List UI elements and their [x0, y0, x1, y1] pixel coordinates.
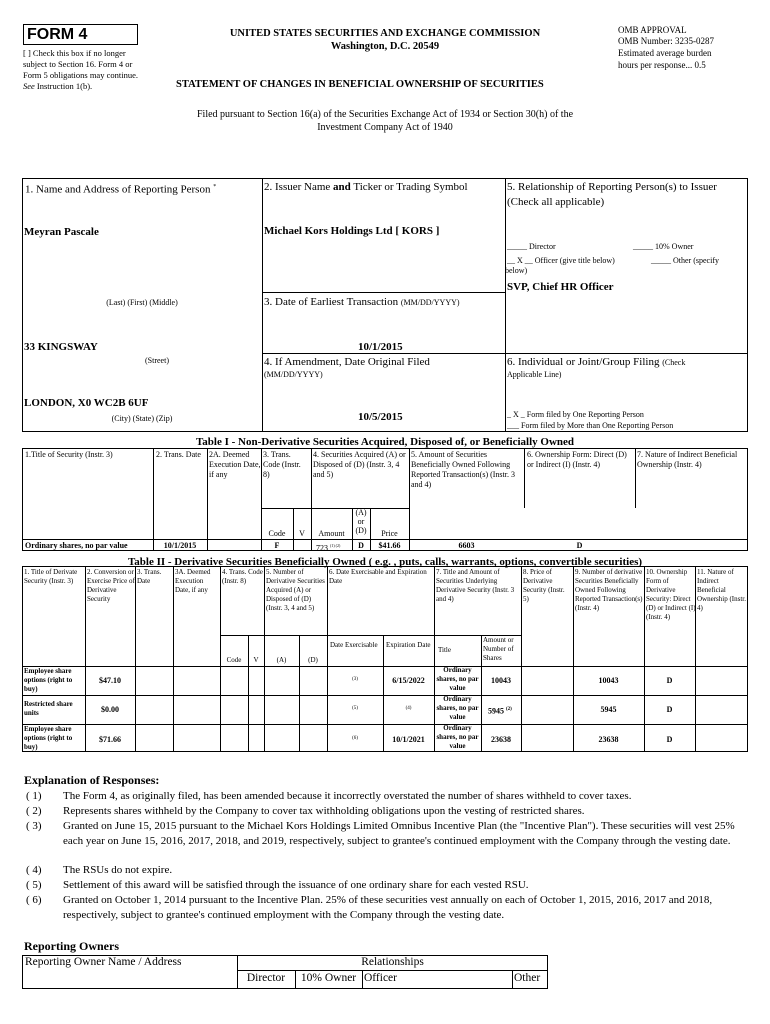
table2-row1-title: Employee share options (right to buy)	[24, 667, 73, 693]
table2-header-owned: 9. Number of derivative Securities Beneficially Owned Following Reported Transaction(s) (Instr. 4)	[575, 568, 643, 612]
filed-by-one-person: _ X _ Form filed by One Reporting Person	[507, 410, 644, 419]
table1-row-title: Ordinary shares, no par value	[25, 541, 128, 550]
table1-sub-amount: Amount	[318, 529, 345, 538]
table1-header-form: 6. Ownership Form: Direct (D) or Indirect (I) (Instr. 4)	[527, 450, 627, 469]
table1-row-code: F	[274, 541, 280, 550]
table1-header-title: 1.Title of Security (Instr. 3)	[25, 450, 113, 459]
filed-by-more-persons: ___ Form filed by More than One Reporting Person	[507, 421, 674, 430]
street-sub-label: (Street)	[145, 356, 169, 365]
explanation-text-2: Represents shares withheld by the Company to cover tax withholding obligations upon the vesting of restricted shares.	[63, 805, 585, 817]
table2-header-number: 5. Number of Derivative Securities Acquired (A) or Disposed of (D) (Instr. 3, 4 and 5)	[266, 568, 325, 612]
table2-row2-title: Restricted share units	[24, 700, 73, 717]
form-title: FORM 4	[27, 26, 88, 43]
table1-header-code: 3. Trans. Code (Instr. 8)	[263, 450, 301, 479]
table2-header-date: 3. Trans. Date	[137, 568, 162, 585]
table1-row-date: 10/1/2015	[163, 541, 197, 550]
table2-row1-owned: 10043	[598, 676, 619, 685]
reporting-person-name: Meyran Pascale	[24, 226, 99, 238]
section4-label-format: (MM/DD/YYYY)	[264, 370, 323, 379]
section6-label-line: Applicable Line)	[507, 370, 562, 379]
table2-sub-v: V	[253, 656, 259, 664]
explanation-num-3: ( 3)	[26, 820, 42, 832]
table2-row2-owned: 5945	[600, 705, 617, 714]
street-address: 33 KINGSWAY	[24, 341, 98, 353]
table1-row-owned: 6603	[458, 541, 475, 550]
section4-label: 4. If Amendment, Date Original Filed	[264, 356, 430, 368]
table2-sub-code: Code	[226, 656, 242, 664]
relationship-other: _____ Other (specify below)	[505, 256, 719, 275]
table2-row2-expiration: (4)	[405, 706, 412, 711]
check-box-notice: [ ] Check this box if no longer subject to Section 16. Form 4 or Form 5 obligations may continue. See Instruction 1(b).	[23, 48, 138, 91]
table2-row1-price: $47.10	[99, 676, 121, 685]
table2-header-conversion: 2. Conversion or Exercise Price of Derivative Security	[87, 568, 135, 603]
table1-sub-aord: (A) or (D)	[355, 508, 367, 535]
relationship-ten-percent: _____ 10% Owner	[633, 242, 694, 251]
earliest-transaction-date: 10/1/2015	[358, 341, 403, 353]
table1-header-deemed: 2A. Deemed Execution Date, if any	[209, 450, 261, 479]
table2-sub-d: (D)	[308, 656, 318, 664]
filed-pursuant-line2: Investment Company Act of 1940	[317, 122, 453, 133]
form-title-box	[23, 24, 138, 45]
explanation-text-1: The Form 4, as originally filed, has been amended because it incorrectly overstated the number of shares withheld to cover taxes.	[63, 790, 632, 802]
explanation-title: Explanation of Responses:	[24, 773, 160, 787]
table1-sub-price: Price	[381, 529, 398, 538]
table2-sub-a: (A)	[276, 656, 287, 664]
table2-row3-exercisable: (6)	[352, 736, 358, 741]
omb-hours: hours per response... 0.5	[618, 60, 706, 70]
officer-title: SVP, Chief HR Officer	[507, 281, 614, 293]
table2-row3-title: Employee share options (right to buy)	[24, 725, 73, 751]
table2-header-nature: 11. Nature of Indirect Beneficial Ownership (Instr. 4)	[697, 568, 746, 612]
explanation-text-4: The RSUs do not expire.	[63, 864, 173, 876]
table2-row2-form: D	[666, 705, 673, 714]
omb-approval: OMB APPROVAL	[618, 25, 687, 35]
explanation-num-5: ( 5)	[26, 879, 42, 891]
filed-pursuant-line1: Filed pursuant to Section 16(a) of the Securities Exchange Act of 1934 or Section 30(h) of the	[196, 109, 574, 120]
table2-sub-exercisable: Date Exercisable	[330, 641, 378, 649]
table2-row3-expiration: 10/1/2021	[392, 735, 425, 744]
table2-header-form: 10. Ownership Form of Derivative Security: Direct (D) or Indirect (I) (Instr. 4)	[646, 568, 696, 621]
table2-row2-under-title: Ordinary shares, no par value	[436, 695, 479, 721]
explanation-num-4: ( 4)	[26, 864, 42, 876]
table2-row3-under-title: Ordinary shares, no par value	[436, 724, 479, 750]
relationship-officer: __ X __ Officer (give title below)	[507, 256, 615, 265]
table1-row-price: $41.66	[378, 541, 401, 550]
table2-title: Table II - Derivative Securities Beneficially Owned ( e.g. , puts, calls, warrants, options, convertible securities)	[127, 556, 643, 568]
table2-row1-under-title: Ordinary shares, no par value	[436, 666, 479, 692]
section5-label-sub: (Check all applicable)	[507, 196, 605, 208]
owners-col-relationships: Relationships	[361, 956, 424, 968]
table2-row2-under-amount: 5945 $^{(2)}$	[488, 706, 512, 716]
owners-col-ten-percent: 10% Owner	[300, 972, 357, 984]
agency-name: UNITED STATES SECURITIES AND EXCHANGE COMMISSION	[229, 28, 541, 39]
section3-label: 3. Date of Earliest Transaction (MM/DD/YYYY)	[264, 296, 460, 308]
table2-header-exercisable: 6. Date Exercisable and Expiration Date	[329, 568, 427, 585]
city-sub-label: (City) (State) (Zip)	[111, 414, 173, 423]
table2-sub-amount: Amount or Number of Shares	[483, 636, 514, 662]
table2-sub-expiration: Expiration Date	[386, 641, 431, 649]
owners-col-name: Reporting Owner Name / Address	[25, 956, 182, 968]
table2-row2-price: $0.00	[101, 705, 119, 714]
table2-header-deemed: 3A. Deemed Execution Date, if any	[175, 568, 211, 594]
issuer-name: Michael Kors Holdings Ltd [ KORS ]	[264, 225, 440, 237]
table2-header-price: 8. Price of Derivative Security (Instr. 5)	[523, 568, 565, 603]
section5-label: 5. Relationship of Reporting Person(s) to Issuer	[507, 181, 717, 193]
table2-row1-exercisable: (3)	[352, 677, 358, 682]
section1-label: 1. Name and Address of Reporting Person *	[25, 183, 217, 196]
table2-sub-title: Title	[438, 646, 451, 654]
owners-col-other: Other	[514, 972, 541, 984]
explanation-num-6: ( 6)	[26, 894, 42, 906]
table2-row3-price: $71.66	[99, 735, 121, 744]
table1-header-nature: 7. Nature of Indirect Beneficial Ownership (Instr. 4)	[637, 450, 738, 469]
table2-row3-form: D	[666, 735, 673, 744]
table2-header-underlying: 7. Title and Amount of Securities Underlying Derivative Security (Instr. 3 and 4)	[436, 568, 515, 603]
table1-row-aord: D	[358, 541, 364, 550]
agency-location: Washington, D.C. 20549	[330, 41, 440, 52]
table2-row1-under-amount: 10043	[491, 676, 511, 685]
omb-burden: Estimated average burden	[618, 48, 712, 58]
section6-label: 6. Individual or Joint/Group Filing (Check	[507, 356, 686, 368]
table1-header-owned: 5. Amount of Securities Beneficially Owned Following Reported Transaction(s) (Instr. 3 and 4)	[411, 450, 515, 489]
table2-row3-under-amount: 23638	[491, 735, 511, 744]
owners-col-director: Director	[246, 972, 286, 984]
table1-row-amount: 723 $^{(1) (2)}$	[316, 543, 341, 553]
table2-row1-form: D	[666, 676, 673, 685]
section2-label: 2. Issuer Name and Ticker or Trading Symbol	[264, 181, 468, 193]
explanation-text-6: Granted on October 1, 2014 pursuant to the Incentive Plan. 25% of these securities vest annually on each of October 1, 2015, 2016, 2017 and 2018, respectively, subject to grantee's continued employment with the Company through the vesting date.	[63, 894, 713, 921]
table2-header-code: 4. Trans. Code (Instr. 8)	[222, 568, 263, 585]
amendment-date: 10/5/2015	[358, 411, 403, 423]
name-sub-label: (Last) (First) (Middle)	[106, 298, 178, 307]
relationship-director: _____ Director	[507, 242, 556, 251]
omb-number: OMB Number: 3235-0287	[618, 36, 714, 46]
table2-row1-expiration: 6/15/2022	[392, 676, 425, 685]
city-address: LONDON, X0 WC2B 6UF	[24, 397, 149, 409]
explanation-text-3: Granted on June 15, 2015 pursuant to the Michael Kors Holdings Limited Omnibus Incentive Plan (the "Incentive Plan"). These securities will vest 25% each year on June 15, 2016, 2017, 2018, and 2019, respectively, subject to grantee's continued employment with the Company through the vesting date.	[63, 820, 735, 847]
table1-sub-code: Code	[268, 529, 286, 538]
table2-row3-owned: 23638	[598, 735, 619, 744]
owners-col-officer: Officer	[364, 972, 397, 984]
explanation-num-1: ( 1)	[26, 790, 42, 802]
statement-title: STATEMENT OF CHANGES IN BENEFICIAL OWNERSHIP OF SECURITIES	[176, 79, 544, 90]
table1-title: Table I - Non-Derivative Securities Acquired, Disposed of, or Beneficially Owned	[195, 436, 575, 448]
owners-title: Reporting Owners	[24, 939, 119, 953]
explanation-text-5: Settlement of this award will be satisfied through the issuance of one ordinary share for each vested RSU.	[63, 879, 529, 891]
table2-row2-exercisable: (5)	[352, 706, 358, 711]
table1-header-date: 2. Trans. Date	[156, 450, 201, 459]
table2-header-title: 1. Title of Derivate Security (Instr. 3)	[24, 568, 78, 585]
table1-header-acquired: 4. Securities Acquired (A) or Disposed of (D) (Instr. 3, 4 and 5)	[313, 450, 406, 479]
table1-sub-v: V	[299, 529, 305, 538]
explanation-num-2: ( 2)	[26, 805, 42, 817]
table1-row-form: D	[576, 541, 583, 550]
